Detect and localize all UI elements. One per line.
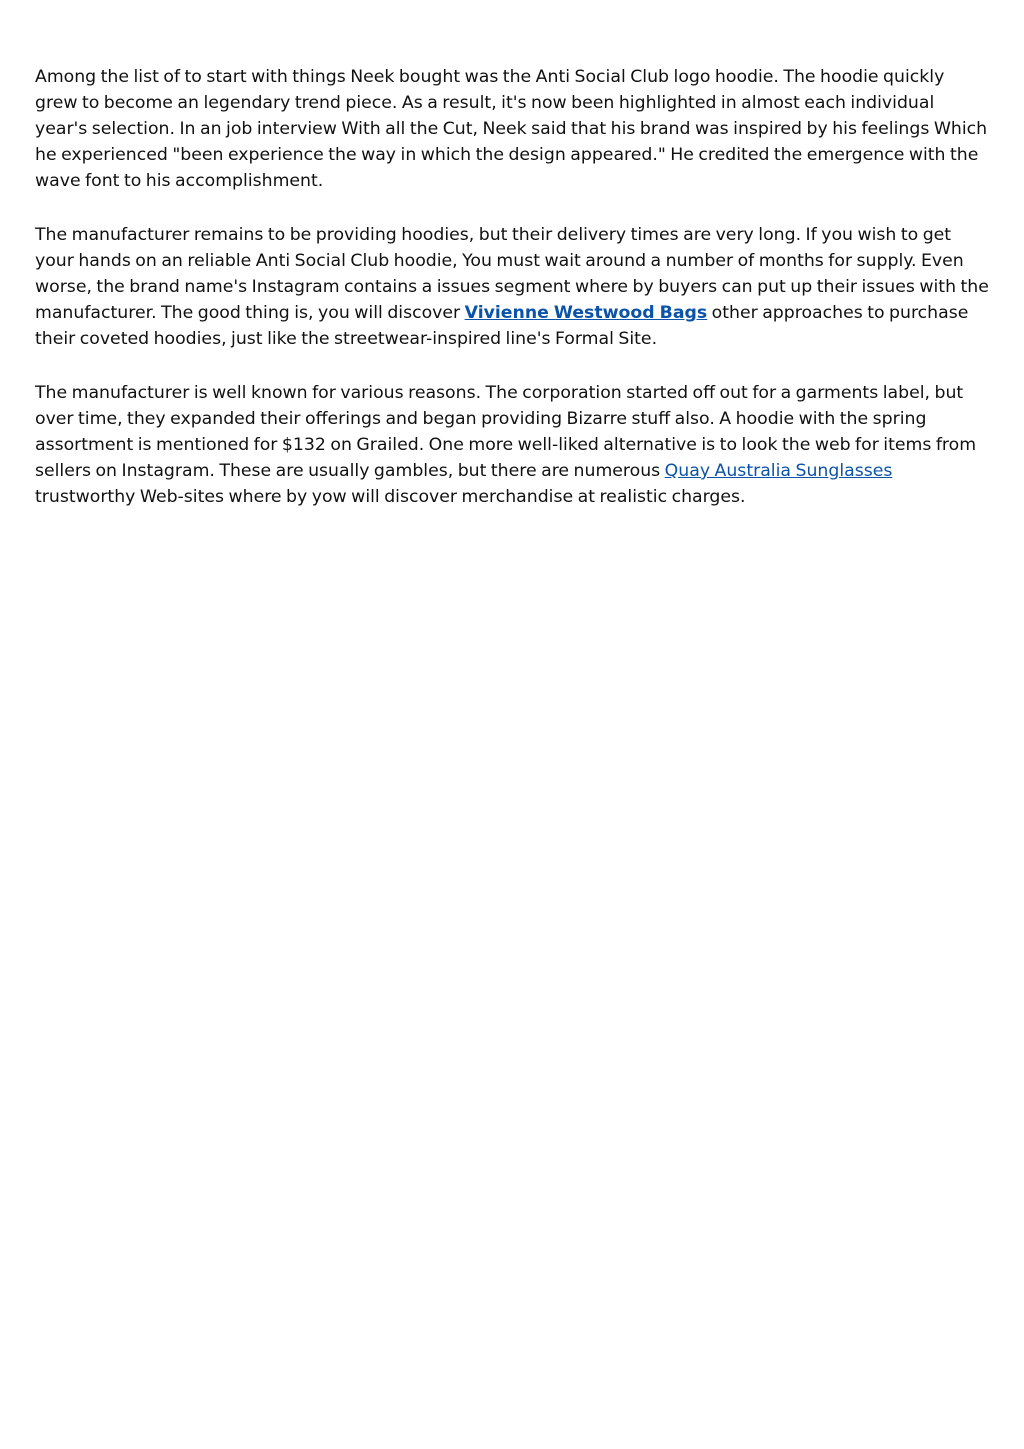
paragraph-2-text-after: other approaches to purchase their coveted hoodies, just like the streetwear-inspired line's Formal Site.: [35, 303, 969, 349]
paragraph-1-text: Among the list of to start with things Neek bought was the Anti Social Club logo hoodie. The hoodie quickly grew to become an legendary trend piece. As a result, it's now been highlighted in almost each individual year's selection. In an job interview With all the Cut, Neek said that his brand was inspired by his feelings Which he experienced "been experience the way in which the design appeared." He credited the emergence with the wave font to his accomplishment.: [35, 67, 988, 191]
paragraph-2-text-before: The manufacturer remains to be providing hoodies, but their delivery times are very long. If you wish to get your hands on an reliable Anti Social Club hoodie, You must wait around a number of months for supply. Even worse, the brand name's Instagram contains a issues segment where by buyers can put up their issues with the manufacturer. The good thing is, you will discover: [35, 225, 989, 323]
paragraph-1: [35, 64, 990, 194]
quay-australia-sunglasses-link[interactable]: Quay Australia Sunglasses: [664, 461, 893, 481]
paragraph-3-text-before: The manufacturer is well known for various reasons. The corporation started off out for a garments label, but over time, they expanded their offerings and began providing Bizarre stuff also. A hoodie with the spring assortment is mentioned for $132 on Grailed. One more well-liked alternative is to look the web for items from sellers on Instagram. These are usually gambles, but there are numerous: [35, 383, 977, 481]
vivienne-westwood-bags-link[interactable]: Vivienne Westwood Bags: [464, 303, 708, 323]
paragraph-3-text-after: trustworthy Web-sites where by yow will discover merchandise at realistic charges.: [35, 487, 746, 507]
paragraph-3: [35, 380, 990, 510]
paragraph-2: [35, 222, 990, 352]
document-body: [35, 64, 990, 538]
